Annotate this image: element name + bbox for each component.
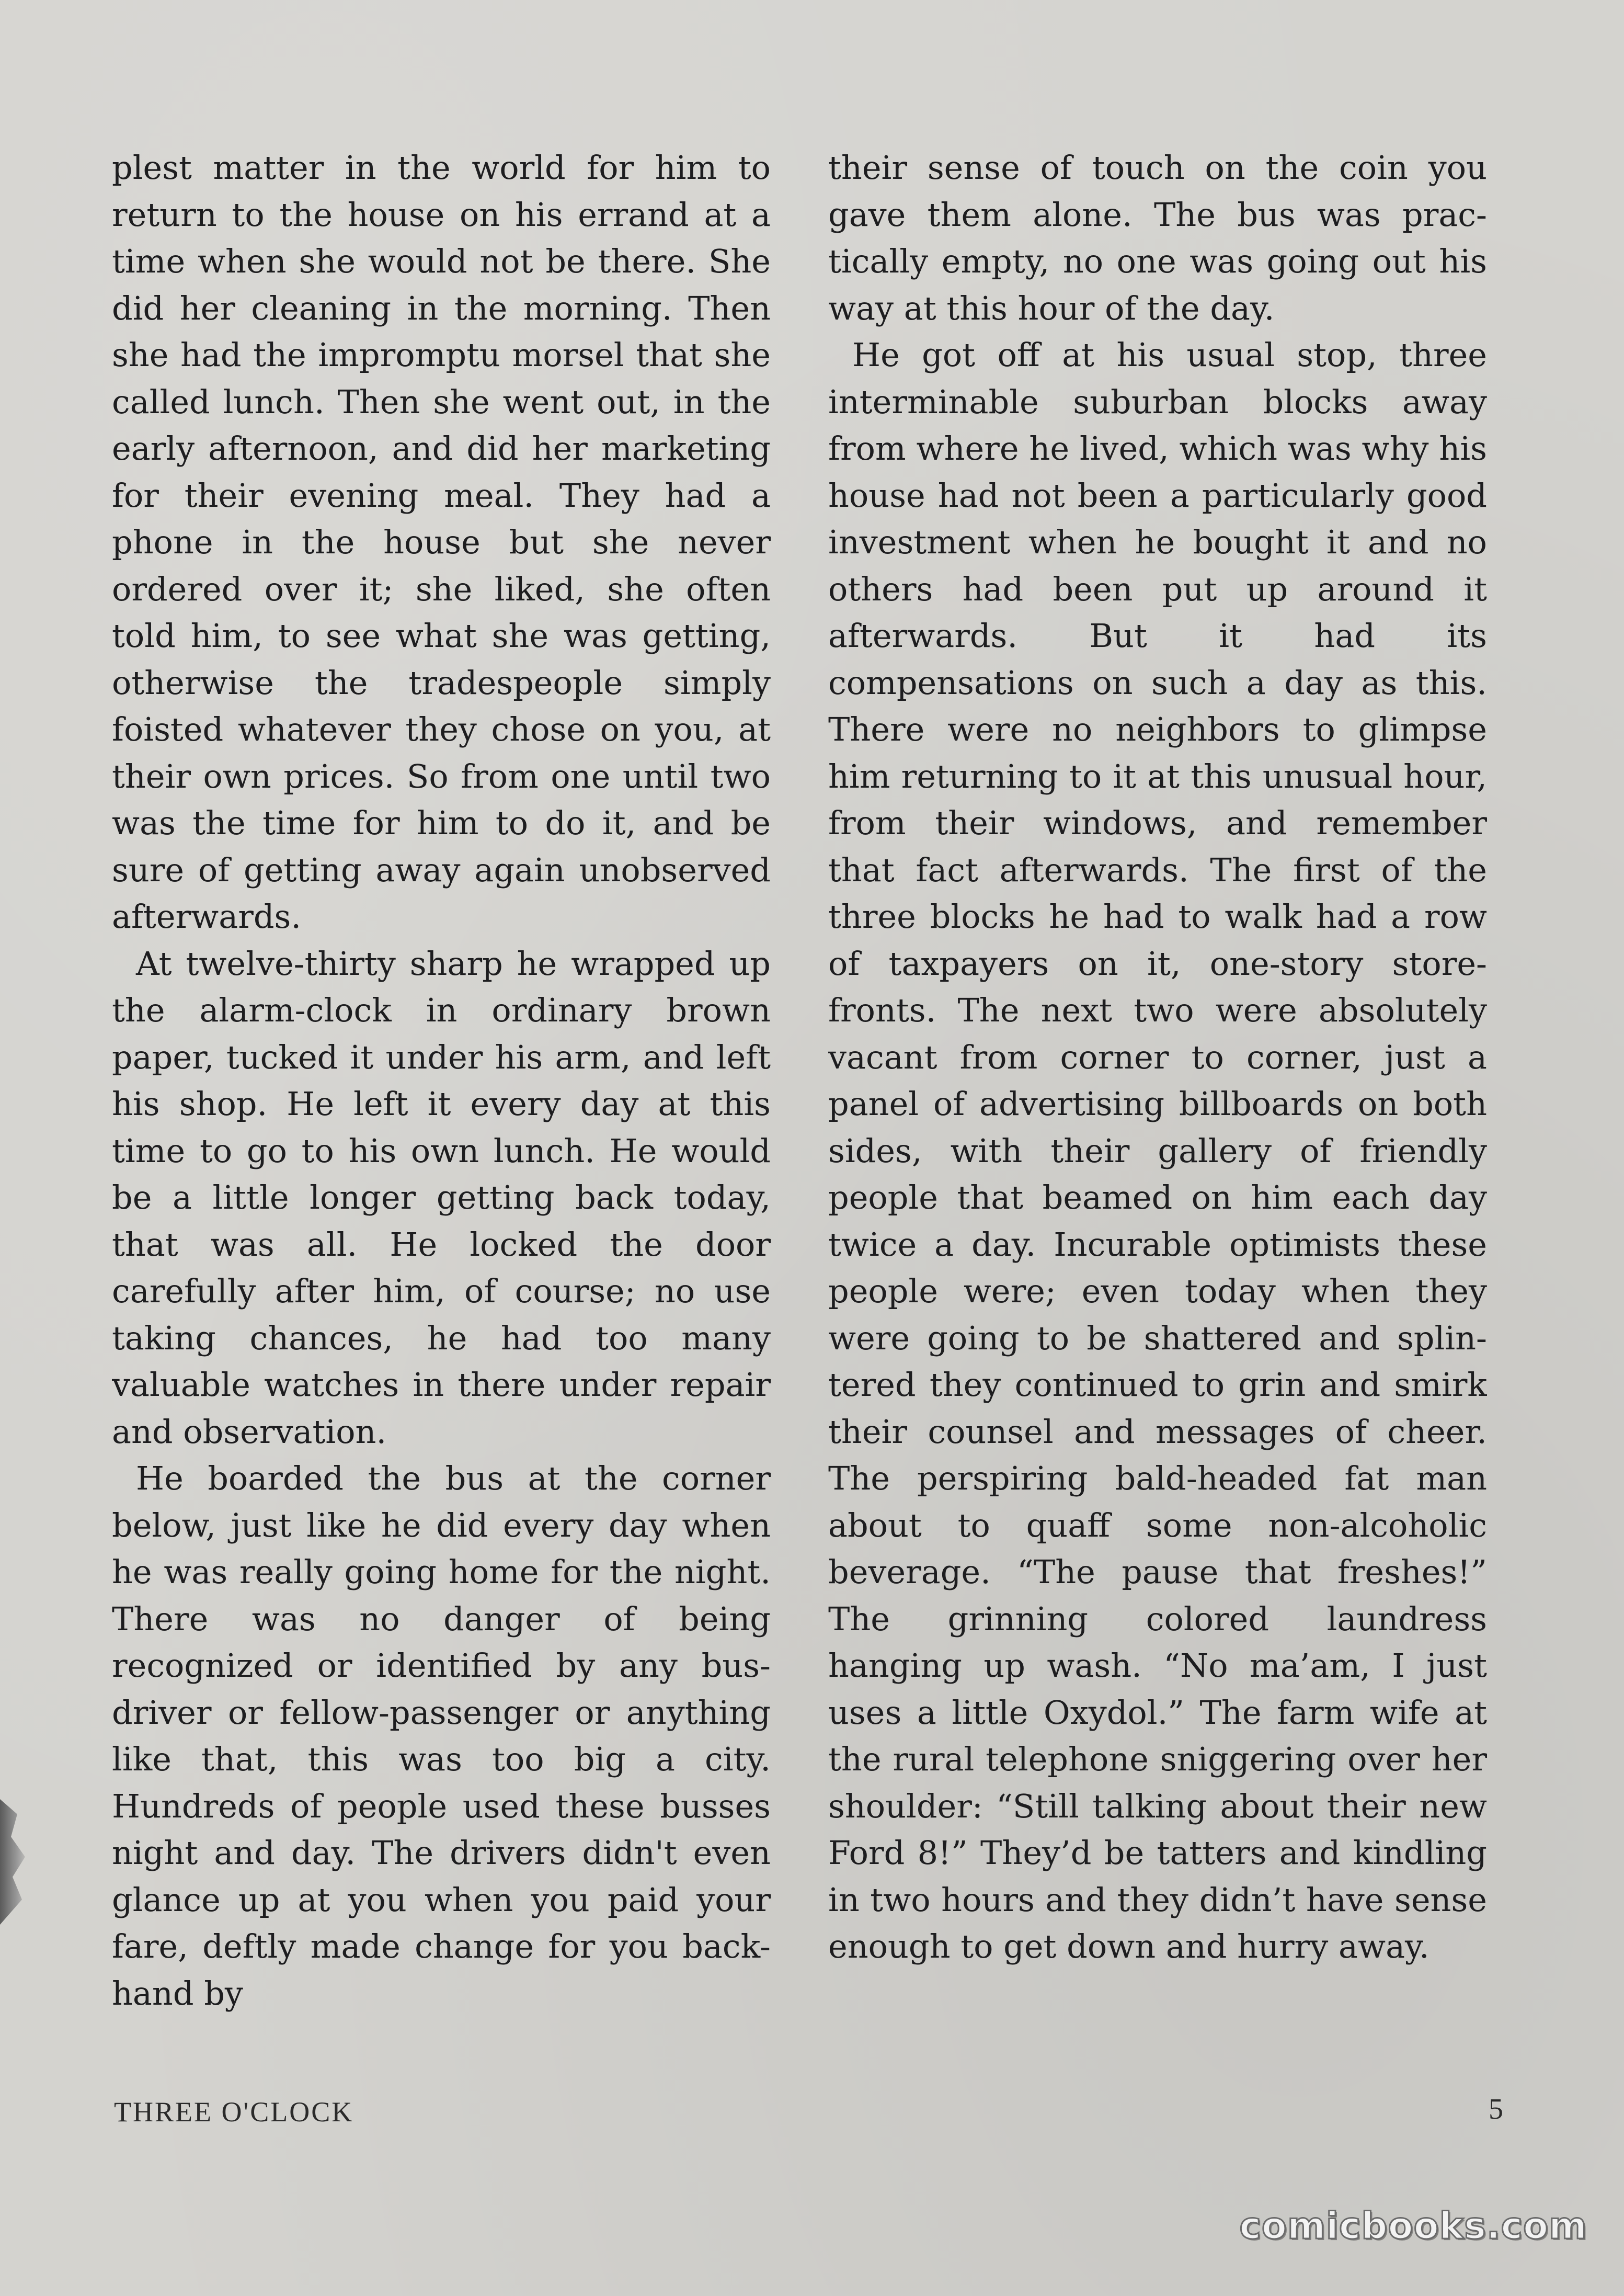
paragraph: At twelve-thirty sharp he wrapped up the alarm-clock in ordinary brown paper, tucked it under his arm, and left his shop. He left it every day at this time to go to his own lunch. He would be a little longer getting back today, that was all. He locked the door carefully after him, of course; no use taking chances, he had too many valuable watches in there under repair and observation.: [112, 944, 771, 1451]
running-title: THREE O'CLOCK: [114, 2096, 354, 2128]
torn-edge-decoration: [0, 1799, 31, 1925]
paragraph: their sense of touch on the coin you gave them alone. The bus was practically empty, no one was going out his way at this hour of the day.: [828, 149, 1487, 327]
paragraph: plest matter in the world for him to return to the house on his errand at a time when she would not be there. She did her cleaning in the morning. Then she had the impromptu morsel that she called lunch. Then she went out, in the early afternoon, and did her marketing for their evening meal. They had a phone in the house but she never ordered over it; she liked, she often told him, to see what she was getting, otherwise the tradespeople simply foisted whatever they chose on you, at their own prices. So from one until two was the time for him to do it, and be sure of getting away again unobserved afterwards.: [112, 149, 771, 936]
left-text-column: [112, 144, 771, 2059]
paragraph: He got off at his usual stop, three interminable suburban blocks away from where he lived, which was why his house had not been a particularly good investment when he bought it and no others had been put up around it afterwards. But it had its compensations on such a day as this. There were no neighbors to glimpse him returning to it at this unusual hour, from their windows, and remember that fact afterwards. The first of the three blocks he had to walk had a row of taxpayers on it, one-story store-fronts. The next two were absolutely vacant from corner to corner, just a panel of advertising billboards on both sides, with their gallery of friendly people that beamed on him each day twice a day. Incurable optimists these people were; even today when they were going to be shattered and splintered they continued to grin and smirk their counsel and messages of cheer. The perspiring bald-headed fat man about to quaff some non-alcoholic beverage. “The pause that freshes!” The grinning colored laundress hanging up wash. “No ma’am, I just uses a little Oxydol.” The farm wife at the rural telephone sniggering over her shoulder: “Still talking about their new Ford 8!” They’d be tatters and kindling in two hours and they didn’t have sense enough to get down and hurry away.: [828, 336, 1487, 1965]
right-text-column: [828, 144, 1487, 2059]
page-number: 5: [1489, 2093, 1503, 2125]
watermark: comicbooks.com: [1239, 2204, 1587, 2247]
paragraph: He boarded the bus at the corner below, just like he did every day when he was really going home for the night. There was no danger of being recognized or identified by any bus-driver or fellow-passenger or anything like that, this was too big a city. Hundreds of people used these busses night and day. The drivers didn't even glance up at you when you paid your fare, deftly made change for you back-hand by: [112, 1459, 771, 2013]
